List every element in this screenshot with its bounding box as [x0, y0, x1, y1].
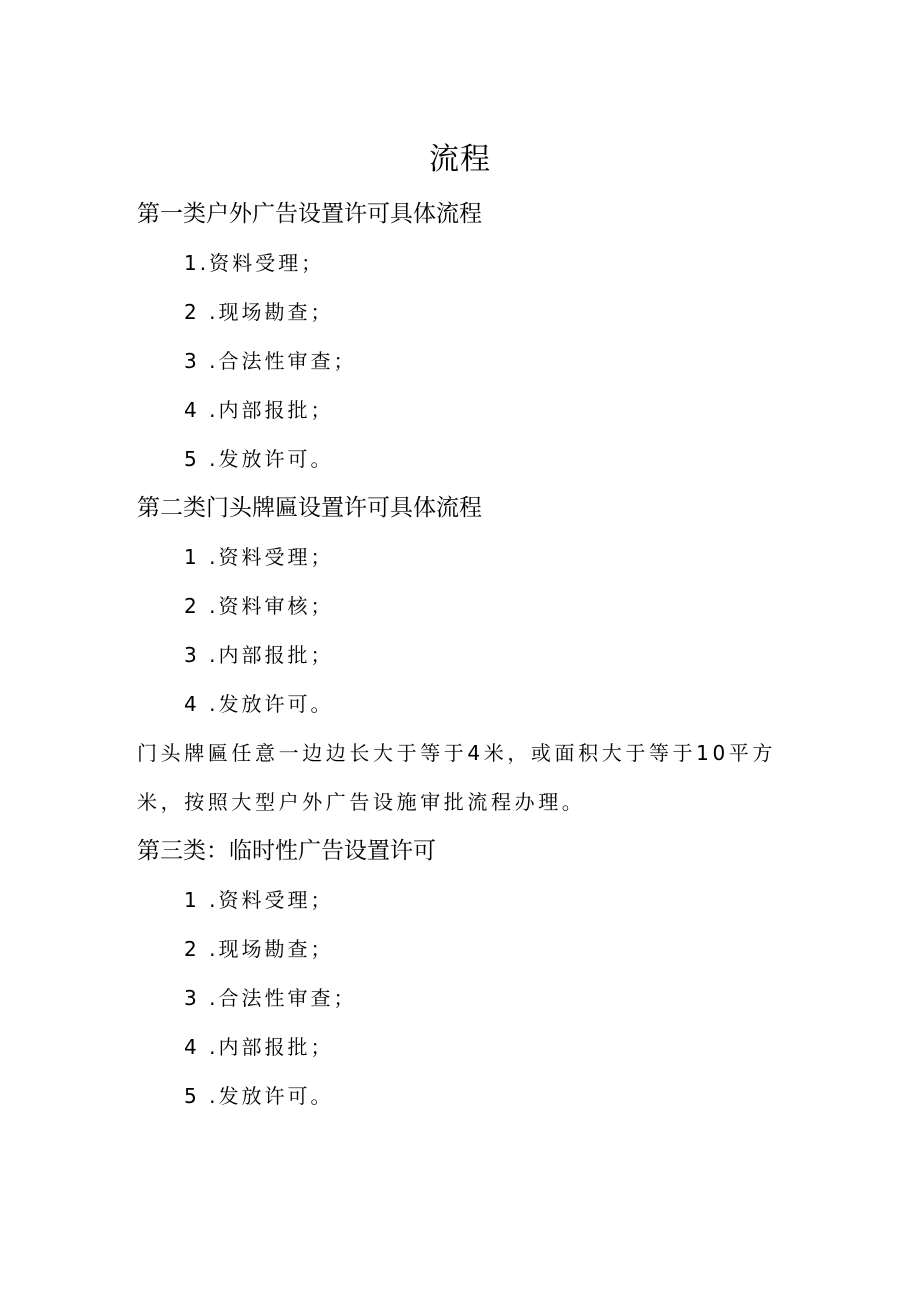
section-2-step-3: 3 .内部报批；: [184, 643, 334, 667]
section-2-note-line-1: 门头牌匾任意一边边长大于等于4米，或面积大于等于10平方: [137, 741, 776, 765]
section-1-step-1: 1.资料受理；: [184, 251, 325, 275]
section-heading-1: 第一类户外广告设置许可具体流程: [137, 201, 482, 227]
section-2-step-2: 2 .资料审核；: [184, 594, 334, 618]
section-3-step-3: 3 .合法性审查；: [184, 986, 357, 1010]
section-2-step-1: 1 .资料受理；: [184, 545, 334, 569]
section-3-step-5: 5 .发放许可。: [184, 1084, 334, 1108]
section-1-step-4: 4 .内部报批；: [184, 398, 334, 422]
section-1-step-3: 3 .合法性审查；: [184, 349, 357, 373]
section-3-step-1: 1 .资料受理；: [184, 888, 334, 912]
section-2-step-4: 4 .发放许可。: [184, 692, 334, 716]
section-2-note-line-2: 米，按照大型户外广告设施审批流程办理。: [137, 790, 586, 814]
section-3-step-4: 4 .内部报批；: [184, 1035, 334, 1059]
section-3-step-2: 2 .现场勘查；: [184, 937, 334, 961]
section-1-step-2: 2 .现场勘查；: [184, 300, 334, 324]
section-1-step-5: 5 .发放许可。: [184, 447, 334, 471]
section-heading-3: 第三类：临时性广告设置许可: [137, 838, 436, 864]
section-heading-2: 第二类门头牌匾设置许可具体流程: [137, 495, 482, 521]
document-title: 流程: [429, 142, 491, 177]
